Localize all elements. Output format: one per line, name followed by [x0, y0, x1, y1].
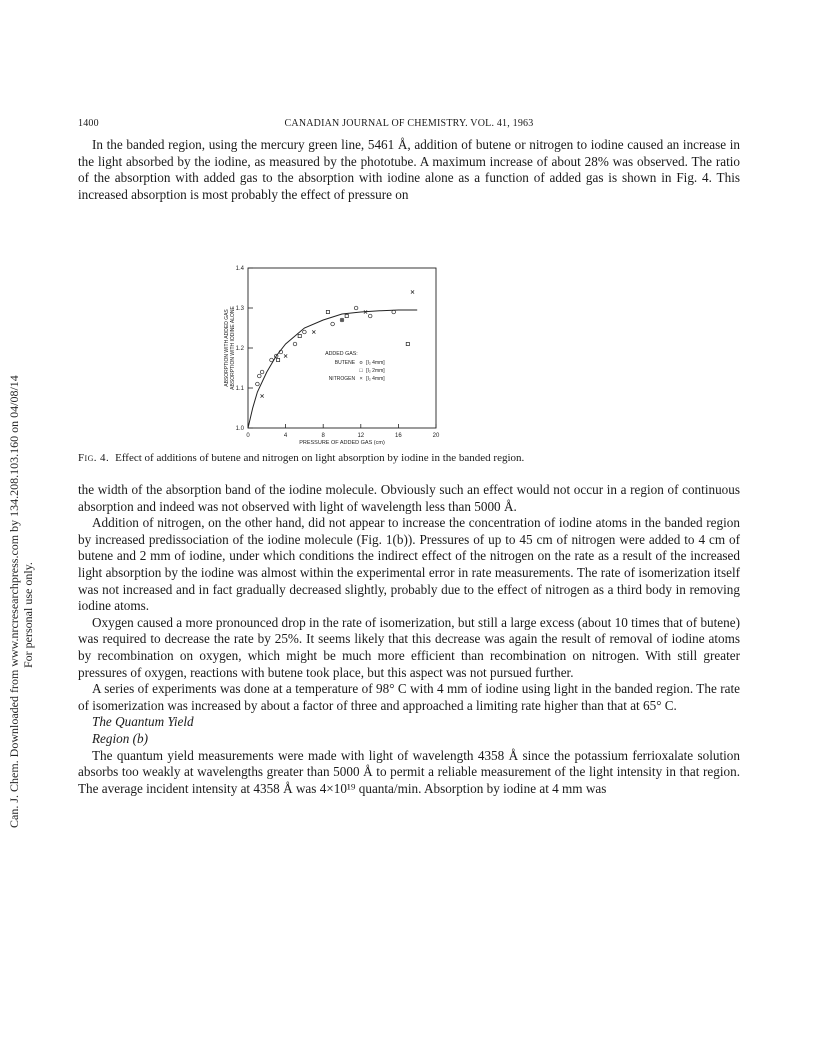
nitrogen-4mm-point [284, 354, 287, 357]
nitrogen-4mm-point [312, 330, 315, 333]
butene-2mm-point [326, 310, 329, 313]
x-tick-label: 0 [246, 433, 250, 439]
x-tick-label: 8 [321, 433, 325, 439]
butene-4mm-point [270, 358, 274, 362]
legend-symbol: □ [359, 368, 363, 375]
y-tick-label: 1.4 [235, 266, 244, 272]
chart-svg [216, 258, 456, 448]
body-text-rest [78, 482, 740, 797]
personal-use-notice-line: For personal use only. [21, 562, 35, 668]
x-tick-label: 20 [432, 433, 440, 439]
download-notice-line: Can. J. Chem. Downloaded from www.nrcresearchpress.com by 134.208.103.160 on 04/08/14 [7, 375, 21, 828]
legend-symbol: × [359, 376, 363, 383]
paragraph: In the banded region, using the mercury green line, 5461 Å, addition of butene or nitrogen to iodine caused an increase in the light absorbed by the iodine, as measured by the phototube. A maximum increase of about 28% was observed. The ratio of the absorption with added gas to the absorption with iodine alone as a function of added gas is shown in Fig. 4. This increased absorption is most probably the effect of pressure on [78, 137, 740, 202]
butene-4mm-point [392, 310, 396, 314]
x-axis-label: PRESSURE OF ADDED GAS (cm) [299, 440, 385, 446]
x-tick-label: 12 [357, 433, 365, 439]
y-tick-label: 1.1 [235, 386, 244, 392]
figure-label: Fig. 4. [78, 452, 110, 464]
butene-4mm-point [331, 322, 335, 326]
y-tick-label: 1.0 [235, 426, 244, 432]
butene-4mm-point [354, 306, 358, 310]
x-tick-label: 4 [283, 433, 288, 439]
paragraph: Oxygen caused a more pronounced drop in the rate of isomerization, but still a large excess (about 10 times that of butene) was required to decrease the rate by 25%. It seems likely that this decrease was again the result of removal of iodine atoms by recombination on oxygen, which might be much more efficient than recombination on nitrogen. With still greater pressures of oxygen, reactions with butene took place, but this aspect was not pursued further. [78, 614, 740, 680]
paragraph: The quantum yield measurements were made with light of wavelength 4358 Å since the potassium ferrioxalate solution absorbs too weakly at wavelengths greater than 5000 Å to permit a reliable measurement of the light intensity in that region. The average incident intensity at 4358 Å was 4×10¹⁹ quanta/min. Absorption by iodine at 4 mm was [78, 747, 740, 796]
y-tick-label: 1.2 [235, 346, 244, 352]
nitrogen-4mm-point [261, 394, 264, 397]
legend-entry-label: [I₂ 4mm] [366, 360, 385, 367]
download-watermark [4, 268, 36, 828]
journal-title: CANADIAN JOURNAL OF CHEMISTRY. VOL. 41, 1963 [284, 118, 534, 129]
figure-4-chart [216, 258, 456, 448]
butene-2mm-point [406, 342, 409, 345]
legend-title: ADDED GAS: [325, 351, 358, 358]
section-heading: The Quantum Yield [92, 714, 194, 730]
paragraph: the width of the absorption band of the iodine molecule. Obviously such an effect would not occur in a region of continuous absorption and indeed was not observed with light of wavelength less than 5000 Å. [78, 482, 740, 514]
butene-2mm-point [298, 334, 301, 337]
butene-4mm-point [256, 382, 260, 386]
butene-2mm-point [345, 314, 348, 317]
nitrogen-4mm-point [340, 318, 343, 321]
nitrogen-4mm-point [411, 290, 414, 293]
running-header [78, 118, 740, 134]
butene-2mm-point [276, 358, 279, 361]
legend-entry-label: [I₂ 2mm] [366, 368, 385, 375]
legend-symbol: o [359, 360, 363, 367]
figure-caption [78, 451, 778, 465]
butene-4mm-point [303, 330, 307, 334]
butene-4mm-point [368, 314, 372, 318]
butene-4mm-point [260, 370, 264, 374]
x-tick-label: 16 [395, 433, 402, 439]
fitted-curve [248, 310, 417, 428]
page-number: 1400 [78, 118, 99, 129]
y-tick-label: 1.3 [235, 306, 244, 312]
legend-entry-label: [I₂ 4mm] [366, 376, 385, 383]
section-heading: Region (b) [92, 730, 149, 746]
plot-frame [248, 268, 436, 428]
paragraph: Addition of nitrogen, on the other hand, did not appear to increase the concentration of iodine atoms in the banded region by increased predissociation of the iodine molecule (Fig. 1(b)). Pressures of up to 45 cm of nitrogen were added to 4 cm of butene and 2 mm of iodine, under which conditions the indirect effect of the nitrogen on the rate as a result of the increased light absorption by the iodine was almost within the experimental error in rate measurements. The rate of isomerization itself was not increased and in fact gradually decreased slightly, probably due to the effect of nitrogen as a third body in removing iodine atoms. [78, 515, 740, 614]
legend-group-label: NITROGEN [328, 376, 356, 383]
y-axis-label-numerator: ABSORPTION WITH ADDED GAS [224, 309, 230, 387]
body-text-top [78, 137, 740, 203]
paragraph: A series of experiments was done at a temperature of 98° C with 4 mm of iodine using light in the banded region. The rate of isomerization was increased by about a factor of three and approached a limiting rate higher than that at 65° C. [78, 681, 740, 713]
caption-text: Effect of additions of butene and nitrogen on light absorption by iodine in the banded region. [115, 452, 525, 464]
butene-4mm-point [257, 374, 261, 378]
y-axis-label-denominator: ABSORPTION WITH IODINE ALONE [230, 306, 236, 390]
legend-group-label: BUTENE [334, 360, 356, 367]
butene-4mm-point [293, 342, 297, 346]
